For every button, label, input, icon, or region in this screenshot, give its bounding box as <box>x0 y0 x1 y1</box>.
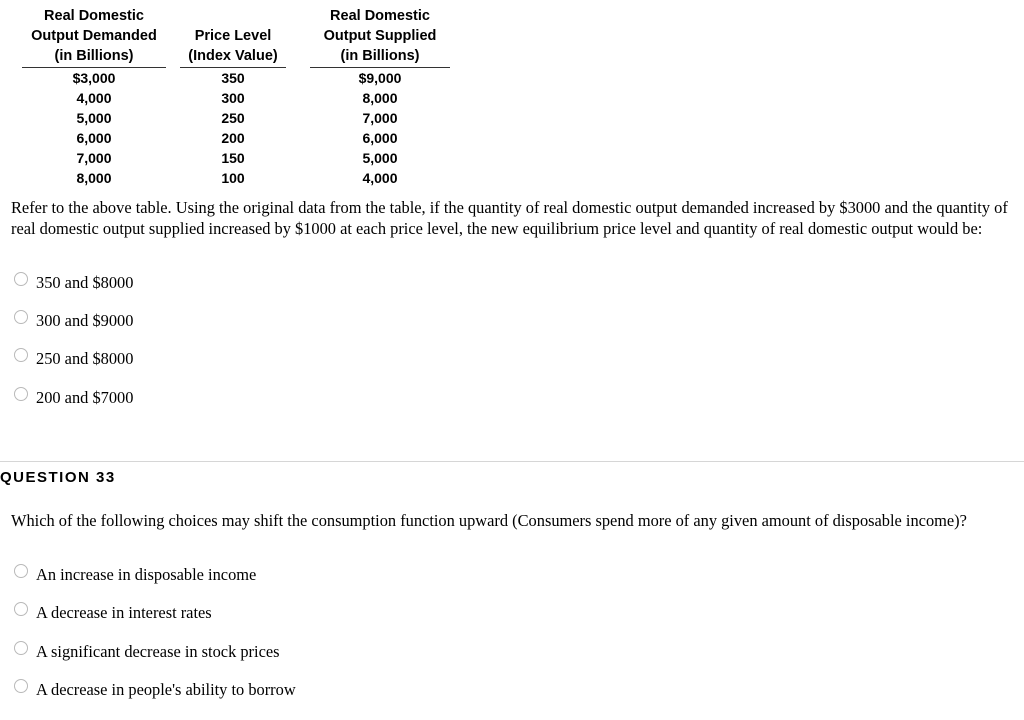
option-label: 300 and $9000 <box>36 311 134 330</box>
answer-option[interactable] <box>14 309 133 333</box>
header-line: Real Domestic <box>44 8 144 24</box>
option-label: An increase in disposable income <box>36 565 257 584</box>
table-cell: 150 <box>221 150 245 166</box>
column-output-demanded <box>22 6 166 188</box>
radio-button[interactable] <box>14 272 28 286</box>
table-cell: 7,000 <box>362 110 398 126</box>
table-cell: 4,000 <box>362 170 398 186</box>
table-cell: 100 <box>221 170 245 186</box>
header-line: (in Billions) <box>54 48 134 64</box>
question-text: Refer to the above table. Using the original data from the table, if the quantity of real domestic output demanded increased by $3000 and the quantity of real domestic output supplied increased by $1000 at each price level, the new equilibrium price level and quantity of real domestic output would be: <box>11 198 1008 238</box>
table-cell: 5,000 <box>76 110 112 126</box>
answer-option[interactable] <box>14 640 280 664</box>
table-cell: 250 <box>221 110 245 126</box>
radio-button[interactable] <box>14 310 28 324</box>
column-output-supplied <box>310 6 450 188</box>
table-cell: 8,000 <box>76 170 112 186</box>
radio-button[interactable] <box>14 387 28 401</box>
option-label: A decrease in interest rates <box>36 603 212 622</box>
answer-option[interactable] <box>14 563 256 587</box>
option-label: A significant decrease in stock prices <box>36 642 280 661</box>
option-label: 250 and $8000 <box>36 349 134 368</box>
table-cell: 8,000 <box>362 90 398 106</box>
table-cell: $9,000 <box>358 70 402 86</box>
column-price-level <box>180 6 286 188</box>
answer-option[interactable] <box>14 601 212 625</box>
table-cell: 350 <box>221 70 245 86</box>
table-cell: $3,000 <box>72 70 116 86</box>
table-cell: 6,000 <box>76 130 112 146</box>
radio-button[interactable] <box>14 564 28 578</box>
radio-button[interactable] <box>14 602 28 616</box>
radio-button[interactable] <box>14 348 28 362</box>
option-label: A decrease in people's ability to borrow <box>36 680 296 699</box>
answer-option[interactable] <box>14 386 133 410</box>
answer-option[interactable] <box>14 271 133 295</box>
header-line: Price Level <box>194 28 272 44</box>
radio-button[interactable] <box>14 641 28 655</box>
table-cell: 200 <box>221 130 245 146</box>
question-text: Which of the following choices may shift the consumption function upward (Consumers spend more of any given amount of disposable income)? <box>11 511 967 530</box>
answer-option[interactable] <box>14 347 133 371</box>
table-cell: 4,000 <box>76 90 112 106</box>
option-label: 200 and $7000 <box>36 388 134 407</box>
header-line: Output Demanded <box>31 28 157 44</box>
section-divider <box>0 461 1024 462</box>
radio-button[interactable] <box>14 679 28 693</box>
question-heading: QUESTION 33 <box>0 469 116 486</box>
table-cell: 5,000 <box>362 150 398 166</box>
header-line: Output Supplied <box>323 28 437 44</box>
header-line <box>180 6 286 26</box>
table-cell: 300 <box>221 90 245 106</box>
answer-option[interactable] <box>14 678 296 702</box>
table-cell: 7,000 <box>76 150 112 166</box>
header-line: (Index Value) <box>188 48 278 64</box>
table-cell: 6,000 <box>362 130 398 146</box>
data-table <box>22 6 450 192</box>
header-line: Real Domestic <box>330 8 430 24</box>
header-line: (in Billions) <box>340 48 420 64</box>
option-label: 350 and $8000 <box>36 273 134 292</box>
